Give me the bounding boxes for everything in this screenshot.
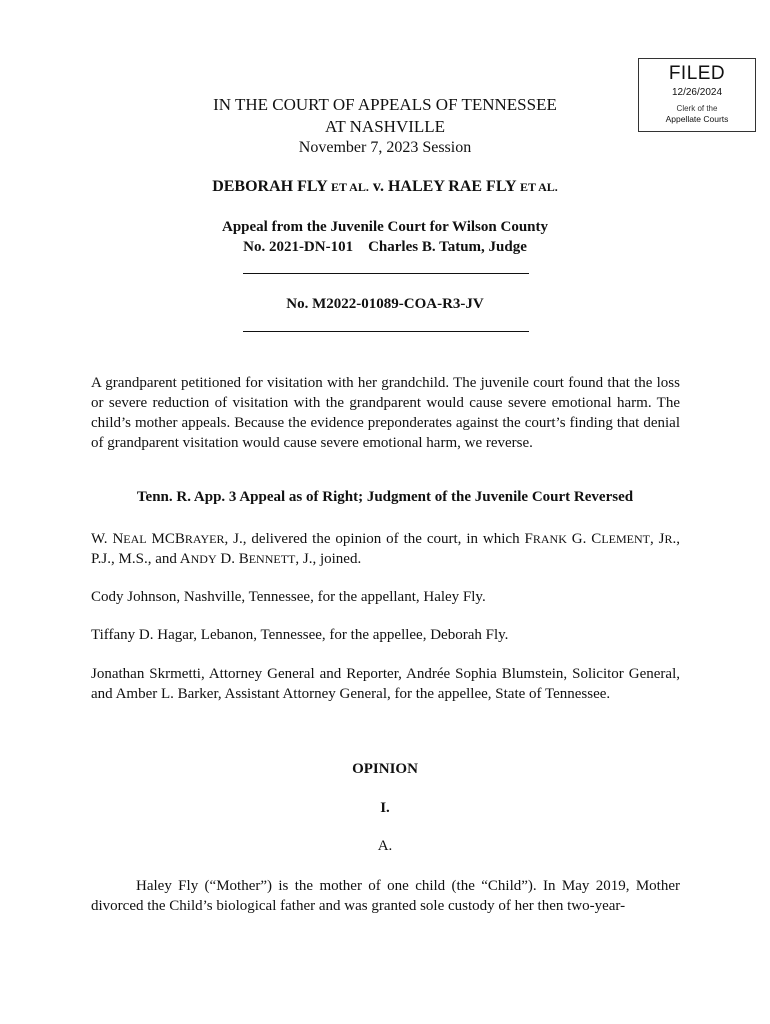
author-text: RAYER bbox=[184, 532, 225, 546]
opinion-paragraph: Haley Fly (“Mother”) is the mother of one child (the “Child”). In May 2019, Mother divorced the Child’s biological father and was granted sole custody of her then two-year- bbox=[91, 878, 680, 914]
appellate-docket-number: No. M2022-01089-COA-R3-JV bbox=[286, 296, 484, 312]
opinion-heading: OPINION bbox=[352, 761, 418, 777]
author-text: ., P.J., M.S., and A bbox=[91, 531, 680, 567]
trial-docket-judge: No. 2021-DN-101 Charles B. Tatum, Judge bbox=[243, 239, 527, 255]
author-text: LEMENT bbox=[601, 532, 650, 546]
authoring-judges bbox=[91, 529, 680, 569]
author-text: ENNETT bbox=[248, 552, 296, 566]
caption-party1: DEBORAH FLY bbox=[212, 178, 332, 195]
author-text: M bbox=[146, 531, 165, 547]
counsel-state: Jonathan Skrmetti, Attorney General and Reporter, Andrée Sophia Blumstein, Solicitor General, and Amber L. Barker, Assistant Attorney General, for the appellee, State of Tennessee. bbox=[91, 666, 680, 702]
stamp-clerk-line2: Appellate Courts bbox=[665, 114, 729, 124]
case-summary: A grandparent petitioned for visitation with her grandchild. The juvenile court found that the loss or severe reduction of visitation with the grandparent would cause severe emotional harm. The child’s mother appeals. Because the evidence preponderates against the court’s finding that denial of grandparent visitation would cause severe emotional harm, we reverse. bbox=[91, 375, 680, 451]
author-text: NDY bbox=[190, 552, 217, 566]
author-text: C bbox=[164, 531, 175, 547]
author-text: D. B bbox=[216, 551, 249, 567]
court-location: AT NASHVILLE bbox=[324, 117, 446, 136]
stamp-date: 12/26/2024 bbox=[671, 87, 723, 98]
author-text: G. C bbox=[566, 531, 602, 547]
case-caption bbox=[0, 178, 770, 196]
author-text: , J., joined. bbox=[295, 551, 362, 567]
author-text: , J bbox=[649, 531, 665, 547]
divider bbox=[243, 331, 529, 332]
author-text: RANK bbox=[532, 532, 567, 546]
caption-party2: HALEY RAE FLY bbox=[387, 178, 520, 195]
subsection-heading: A. bbox=[377, 838, 393, 854]
counsel-appellant: Cody Johnson, Nashville, Tennessee, for the appellant, Haley Fly. bbox=[91, 589, 486, 605]
appeal-origin: Appeal from the Juvenile Court for Wilson County bbox=[222, 219, 548, 235]
caption-versus: v. bbox=[368, 178, 388, 195]
author-text: R bbox=[664, 532, 673, 546]
stamp-clerk-line1: Clerk of the bbox=[676, 104, 718, 113]
section-heading: I. bbox=[380, 800, 390, 816]
author-text: EAL bbox=[123, 532, 147, 546]
holding-line: Tenn. R. App. 3 Appeal as of Right; Judgment of the Juvenile Court Reversed bbox=[136, 489, 634, 505]
stamp-filed-label: FILED bbox=[668, 63, 726, 84]
author-text: , J., delivered the opinion of the court, in which F bbox=[224, 531, 533, 547]
divider bbox=[243, 273, 529, 274]
author-text: W. N bbox=[91, 531, 124, 547]
author-text: B bbox=[174, 531, 185, 547]
caption-et-al-2: ET AL. bbox=[520, 180, 558, 194]
caption-et-al-1: ET AL. bbox=[331, 180, 369, 194]
court-name: IN THE COURT OF APPEALS OF TENNESSEE bbox=[213, 95, 557, 114]
counsel-appellee: Tiffany D. Hagar, Lebanon, Tennessee, for the appellee, Deborah Fly. bbox=[91, 627, 509, 643]
session-date: November 7, 2023 Session bbox=[298, 139, 472, 156]
